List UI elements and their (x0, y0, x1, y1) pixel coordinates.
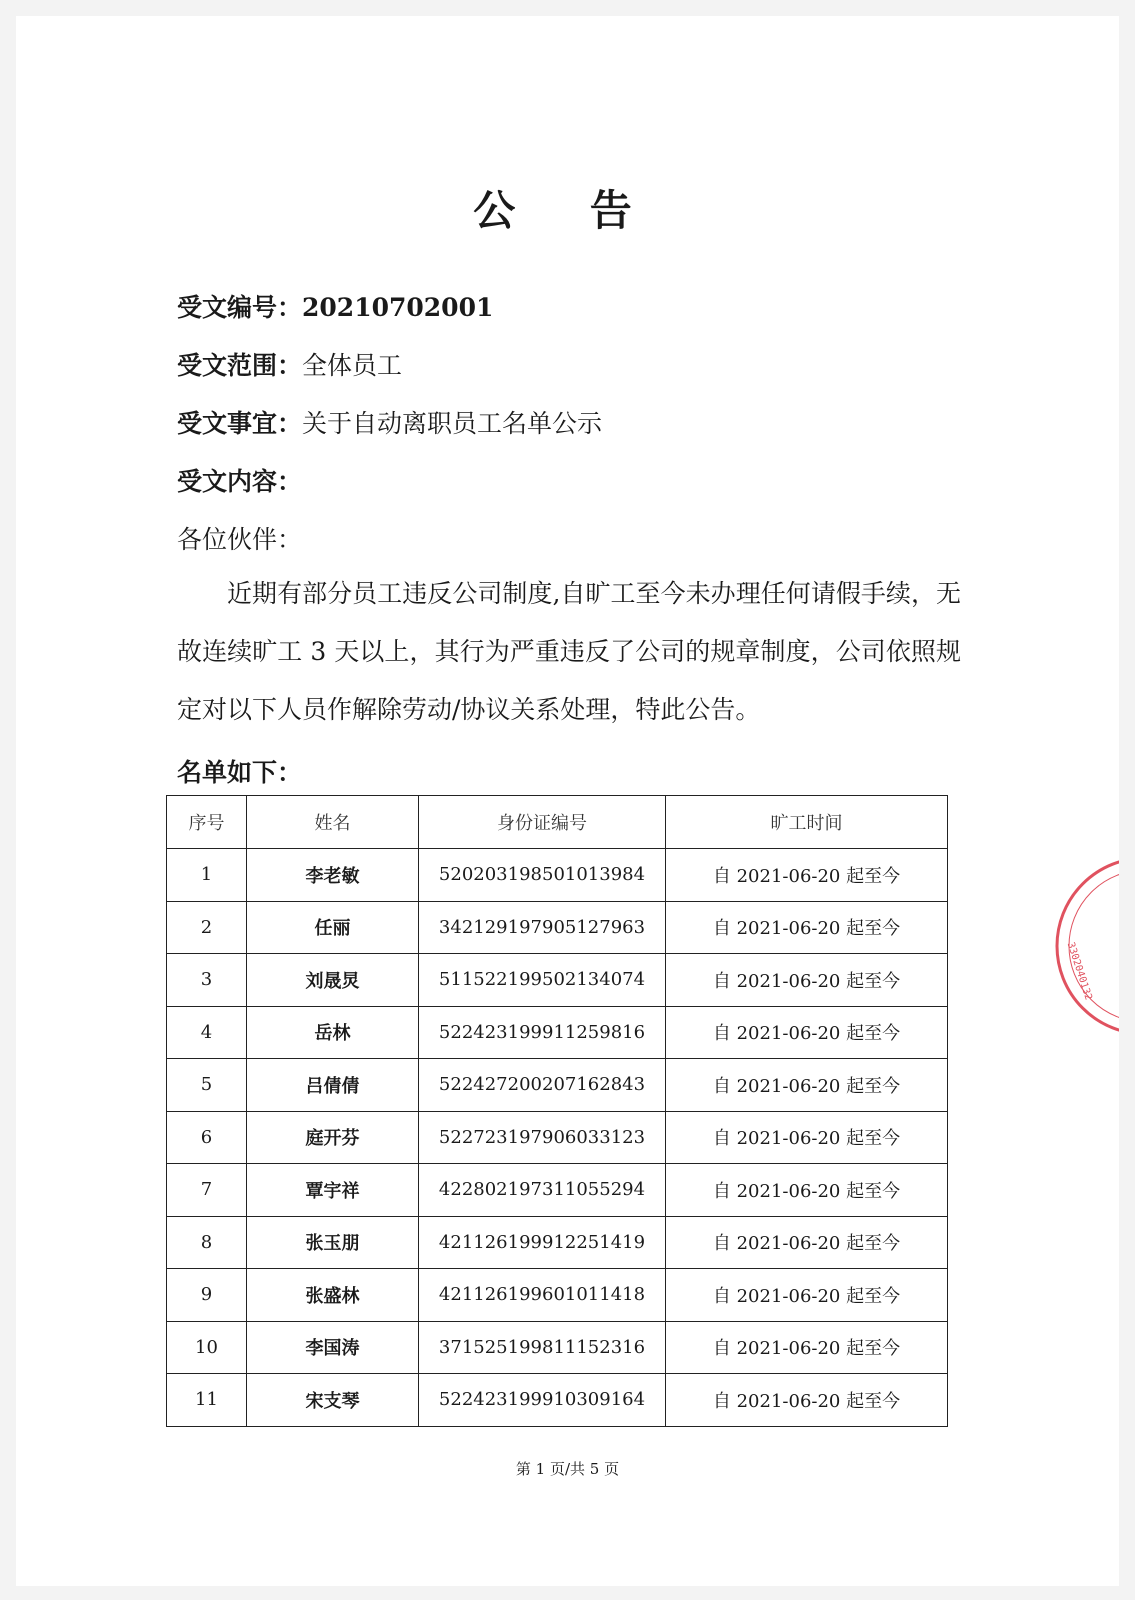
row-index: 8 (167, 1216, 247, 1269)
table-row (167, 901, 948, 954)
id-number: 522427200207162843 (419, 1059, 666, 1112)
table-row (167, 954, 948, 1007)
scope-value: 全体员工 (302, 351, 403, 380)
row-index: 4 (167, 1006, 247, 1059)
id-number: 421126199912251419 (419, 1216, 666, 1269)
body-paragraph: 近期有部分员工违反公司制度,自旷工至今未办理任何请假手续，无故连续旷工 3 天以上，其行为严重违反了公司的规章制度，公司依照规定对以下人员作解除劳动/协议关系处理，特此公告。 (177, 579, 961, 724)
scope-label: 受文范围： (177, 351, 303, 380)
doc-number-label: 受文编号： (177, 293, 303, 322)
table-row (167, 1111, 948, 1164)
header-absence-time: 旷工时间 (666, 796, 948, 849)
header-id-number: 身份证编号 (419, 796, 666, 849)
table-row (167, 1006, 948, 1059)
employee-name: 覃宇祥 (247, 1164, 419, 1217)
employee-name: 任丽 (247, 901, 419, 954)
page-title: 公 告 (473, 186, 662, 235)
list-heading (177, 753, 302, 789)
employee-name: 张玉朋 (247, 1216, 419, 1269)
row-index: 1 (167, 849, 247, 902)
matter-value: 关于自动离职员工名单公示 (302, 409, 603, 438)
row-index: 2 (167, 901, 247, 954)
id-number: 342129197905127963 (419, 901, 666, 954)
id-number: 422802197311055294 (419, 1164, 666, 1217)
employee-name: 张盛林 (247, 1269, 419, 1322)
absence-time: 自 2021-06-20 起至今 (666, 1216, 948, 1269)
header-index: 序号 (167, 796, 247, 849)
absence-time: 自 2021-06-20 起至今 (666, 1111, 948, 1164)
id-number: 511522199502134074 (419, 954, 666, 1007)
table-header-row (167, 796, 948, 849)
employee-name: 吕倩倩 (247, 1059, 419, 1112)
id-number: 522723197906033123 (419, 1111, 666, 1164)
row-index: 9 (167, 1269, 247, 1322)
table-row (167, 1374, 948, 1427)
row-index: 3 (167, 954, 247, 1007)
doc-number-value: 20210702001 (302, 293, 494, 322)
id-number: 522423199911259816 (419, 1006, 666, 1059)
absence-time: 自 2021-06-20 起至今 (666, 1006, 948, 1059)
header-name: 姓名 (247, 796, 419, 849)
list-heading-text: 名单如下： (177, 758, 303, 787)
absence-time: 自 2021-06-20 起至今 (666, 954, 948, 1007)
row-index: 11 (167, 1374, 247, 1427)
absence-time: 自 2021-06-20 起至今 (666, 1059, 948, 1112)
page-footer: 第 1 页/共 5 页 (515, 1460, 620, 1478)
table-body (167, 849, 948, 1427)
document-page (16, 16, 1119, 1586)
employee-name: 李老敏 (247, 849, 419, 902)
absence-time: 自 2021-06-20 起至今 (666, 1269, 948, 1322)
absence-time: 自 2021-06-20 起至今 (666, 849, 948, 902)
id-number: 520203198501013984 (419, 849, 666, 902)
doc-number-field (177, 288, 493, 324)
table-row (167, 1216, 948, 1269)
company-seal-icon (1050, 851, 1119, 1041)
absentee-table (166, 795, 948, 1427)
row-index: 10 (167, 1321, 247, 1374)
row-index: 7 (167, 1164, 247, 1217)
greeting: 各位伙伴： (177, 525, 303, 554)
scope-field (177, 346, 402, 382)
table-row (167, 1059, 948, 1112)
table-row (167, 1321, 948, 1374)
table-row (167, 849, 948, 902)
employee-name: 庭开芬 (247, 1111, 419, 1164)
employee-name: 宋支琴 (247, 1374, 419, 1427)
id-number: 522423199910309164 (419, 1374, 666, 1427)
id-number: 371525199811152316 (419, 1321, 666, 1374)
employee-name: 刘晟炅 (247, 954, 419, 1007)
employee-name: 李国涛 (247, 1321, 419, 1374)
table-row (167, 1164, 948, 1217)
matter-field (177, 404, 602, 440)
matter-label: 受文事宜： (177, 409, 303, 438)
absence-time: 自 2021-06-20 起至今 (666, 901, 948, 954)
absence-time: 自 2021-06-20 起至今 (666, 1374, 948, 1427)
row-index: 5 (167, 1059, 247, 1112)
absence-time: 自 2021-06-20 起至今 (666, 1164, 948, 1217)
table-row (167, 1269, 948, 1322)
employee-name: 岳林 (247, 1006, 419, 1059)
content-label: 受文内容： (177, 467, 303, 496)
content-field (177, 462, 302, 498)
row-index: 6 (167, 1111, 247, 1164)
svg-text:3302040132: 3302040132 (1064, 940, 1094, 1002)
absence-time: 自 2021-06-20 起至今 (666, 1321, 948, 1374)
id-number: 421126199601011418 (419, 1269, 666, 1322)
